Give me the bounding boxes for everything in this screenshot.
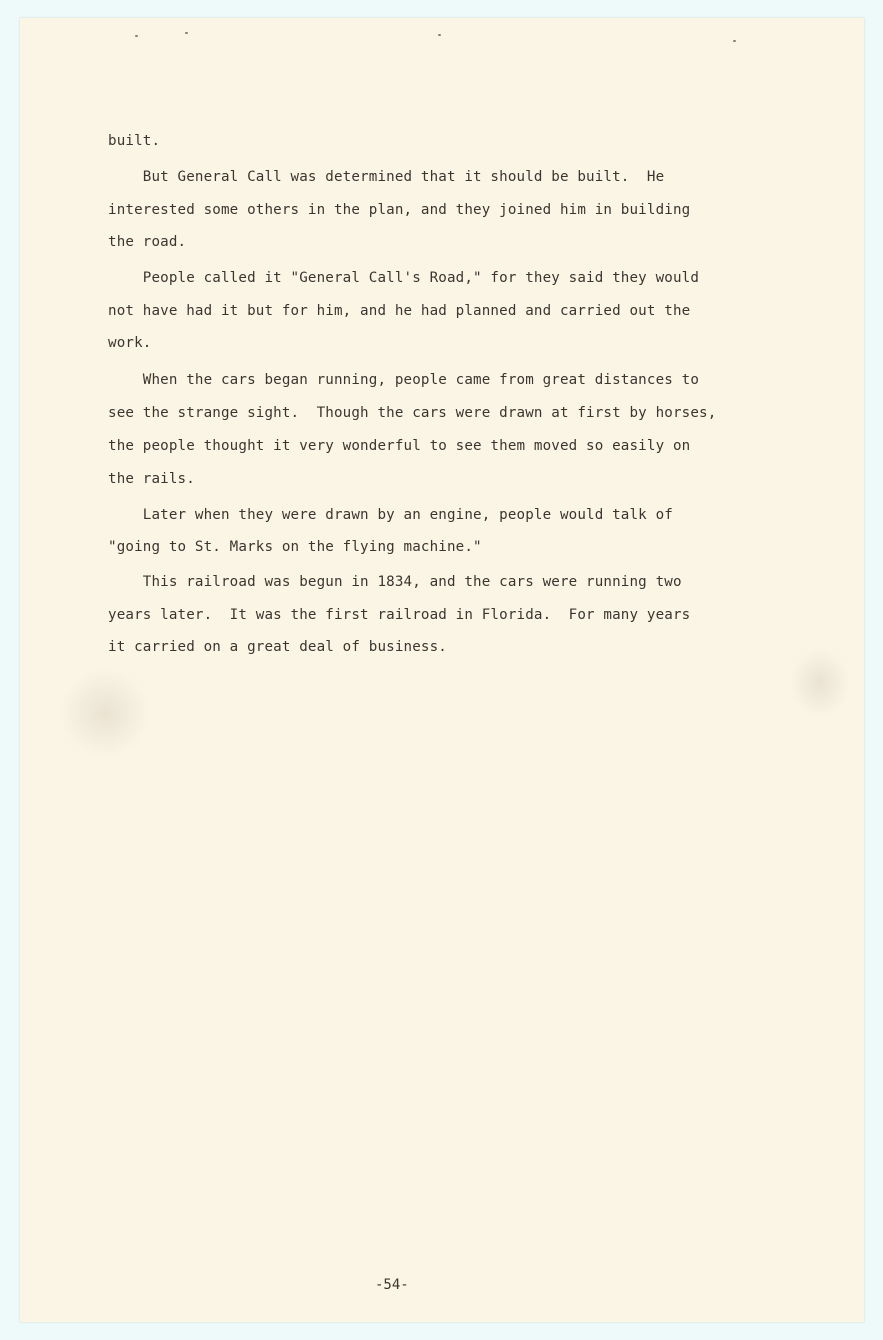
smudge-right [790,648,850,718]
text-line: it carried on a great deal of business. [108,639,447,655]
text-line: built. [108,133,161,149]
speck [185,32,188,34]
page-number: -54- [375,1277,409,1293]
speck [733,40,736,42]
text-line: not have had it but for him, and he had planned and carried out the [108,303,691,319]
text-line: see the strange sight. Though the cars were drawn at first by horses, [108,405,717,421]
speck [438,34,441,36]
text-line: interested some others in the plan, and they joined him in building [108,202,691,218]
text-line: the road. [108,234,187,250]
text-line: years later. It was the first railroad in Florida. For many years [108,607,691,623]
speck [135,35,138,37]
smudge-left [60,668,150,758]
text-line: "going to St. Marks on the flying machine." [108,539,482,555]
text-line: But General Call was determined that it should be built. He [108,169,665,185]
text-line: This railroad was begun in 1834, and the cars were running two [108,574,682,590]
text-line: work. [108,335,152,351]
text-line: People called it "General Call's Road," for they said they would [108,270,700,286]
text-line: Later when they were drawn by an engine, people would talk of [108,507,673,523]
document-page [20,18,864,1322]
text-line: When the cars began running, people came from great distances to [108,372,700,388]
text-line: the rails. [108,471,195,487]
text-line: the people thought it very wonderful to see them moved so easily on [108,438,691,454]
